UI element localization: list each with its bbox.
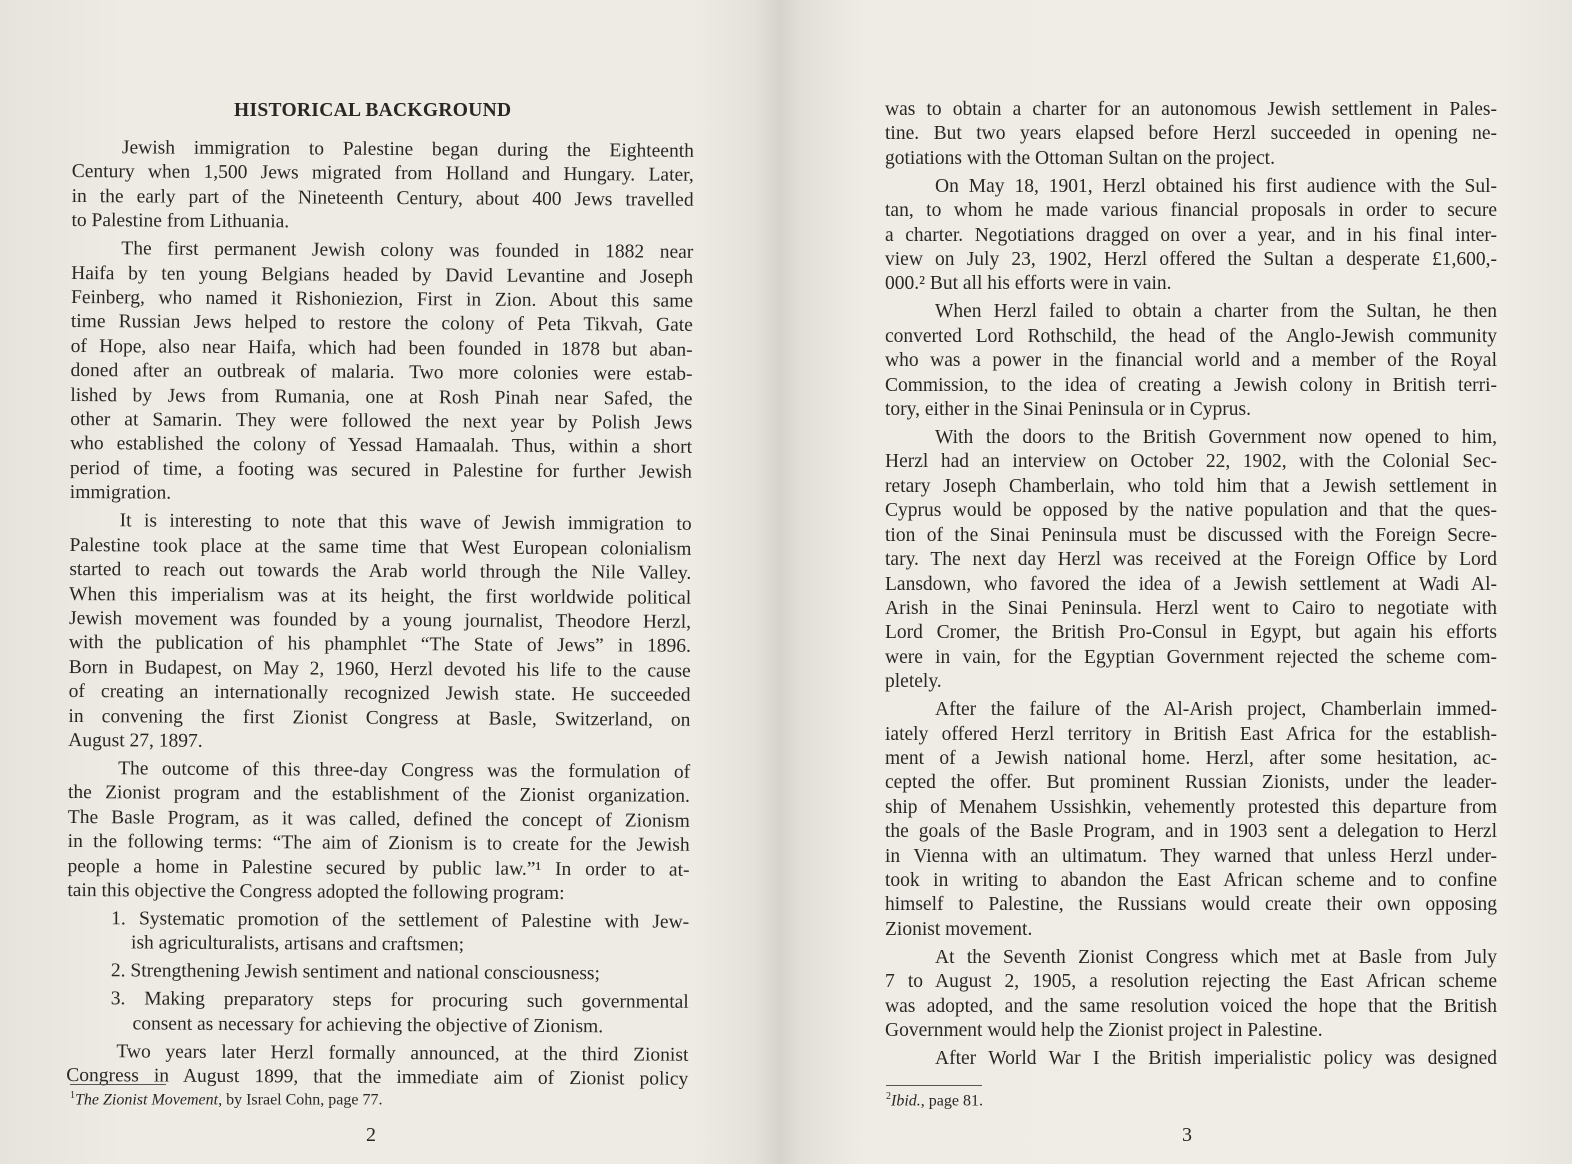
text-line: The Basle Program, as it was called, defined the concept of Zionism [67, 806, 690, 832]
text-line: The first permanent Jewish colony was founded in 1882 near [121, 238, 694, 264]
text-line: view on July 23, 1902, Herzl offered the Sultan a desperate £1,600,- [885, 249, 1497, 271]
footnote-title: The Zionist Movement [75, 1091, 219, 1109]
text-line: took in writing to abandon the East African scheme and to confine [885, 869, 1497, 891]
text-line: Cyprus would be opposed by the native population and that the ques- [885, 500, 1497, 522]
text-line: Two years later Herzl formally announced, at the third Zionist [116, 1041, 689, 1066]
text-line: Born in Budapest, on May 2, 1960, Herzl devoted his life to the cause [68, 656, 691, 682]
text-line: Palestine took place at the same time that West European colonialism [69, 534, 692, 560]
text-line: were in vain, for the Egyptian Government rejected the scheme com- [885, 646, 1497, 668]
text-line: Haifa by ten young Belgians headed by David Levantine and Joseph [71, 262, 694, 288]
text-line: gotiations with the Ottoman Sultan on the project. [885, 147, 1275, 169]
text-line: tary. The next day Herzl was received at the Foreign Office by Lord [885, 549, 1497, 571]
text-line: Lord Cromer, the British Pro-Consul in Egypt, but again his efforts [885, 622, 1497, 644]
text-line: lished by Jews from Rumania, one at Rosh Pinah near Safed, the [70, 384, 693, 410]
text-line: the Zionist program and the establishment of the Zionist organization. [67, 782, 691, 808]
text-line: Congress in August 1899, that the immediate aim of Zionist policy [66, 1065, 689, 1090]
paragraph [67, 757, 690, 907]
text-line: Jewish movement was founded by a young journalist, Theodore Herzl, [68, 607, 692, 633]
text-line: Zionist movement. [885, 918, 1033, 940]
text-line: pletely. [885, 671, 942, 693]
text-line: 7 to August 2, 1905, a resolution rejecting the East African scheme [885, 971, 1497, 993]
footnote-rule [886, 1085, 982, 1086]
paragraph [885, 426, 1497, 694]
list-item [67, 959, 689, 987]
page-number-left: 2 [366, 1124, 376, 1146]
chapter-title: HISTORICAL BACKGROUND [234, 100, 512, 121]
text-line: ish agriculturalists, artisans and craftsmen; [131, 932, 465, 956]
text-line: Commission, to the idea of creating a Jewish colony in British terri- [885, 374, 1497, 396]
text-line: time Russian Jews helped to restore the colony of Peta Tikvah, Gate [70, 311, 693, 337]
text-line: in the early part of the Nineteenth Century, about 400 Jews travelled [71, 185, 694, 211]
paragraph [885, 946, 1497, 1044]
text-line: tion of the Sinai Peninsula must be discussed with the Foreign Secre- [885, 524, 1497, 546]
text-line: was adopted, and the same resolution voiced the hope that the British [885, 995, 1497, 1017]
footnote-text: , by Israel Cohn, page 77. [218, 1091, 383, 1109]
text-line: Herzl had an interview on October 22, 1902, with the Colonial Sec- [885, 451, 1497, 473]
text-line: Feinberg, who named it Rishoniezion, First in Zion. About this same [70, 287, 694, 312]
text-line: consent as necessary for achieving the objective of Zionism. [132, 1013, 604, 1038]
text-line: Lansdown, who favored the idea of a Jewish settlement at Wadi Al- [885, 573, 1497, 595]
text-line: iately offered Herzl territory in British East Africa for the establish- [885, 723, 1497, 745]
text-line: 1. Systematic promotion of the settlement of Palestine with Jew- [111, 908, 690, 933]
text-line: immigration. [69, 482, 172, 504]
text-line: a charter. Negotiations dragged on over a year, and in his final inter- [885, 224, 1497, 246]
page-number-right: 3 [1182, 1124, 1192, 1146]
text-line: doned after an outbreak of malaria. Two more colonies were estab- [70, 360, 693, 386]
text-line: When Herzl failed to obtain a charter from the Sultan, he then [935, 301, 1497, 323]
paragraph [68, 509, 691, 757]
text-line: period of time, a footing was secured in Palestine for further Jewish [69, 457, 693, 483]
text-line: the goals of the Basle Program, and in 1903 sent a delegation to Herzl [885, 821, 1497, 843]
paragraph [70, 237, 694, 509]
text-line: who established the colony of Yessad Hamaalah. Thus, within a short [70, 433, 693, 459]
text-line: tine. But two years elapsed before Herzl succeeded in opening ne- [885, 123, 1497, 145]
text-line: retary Joseph Chamberlain, who told him that a Jewish settlement in [885, 475, 1497, 497]
text-line: himself to Palestine, the Russians would create their own opposing [885, 894, 1497, 916]
footnote-text: , page 81. [920, 1092, 983, 1110]
text-line: started to reach out towards the Arab world through the Nile Valley. [69, 559, 692, 584]
text-line: other at Samarin. They were followed the next year by Polish Jews [70, 409, 693, 434]
text-line: to Palestine from Lithuania. [71, 210, 290, 233]
text-line: tain this objective the Congress adopted the following program: [67, 879, 565, 904]
text-line: After World War I the British imperialistic policy was designed [935, 1048, 1497, 1069]
footnote-title: Ibid. [891, 1092, 921, 1110]
text-line: of creating an internationally recognized Jewish state. He succeeded [68, 681, 691, 706]
paragraph [885, 98, 1497, 171]
paragraph [885, 1047, 1497, 1071]
text-line: in convening the first Zionist Congress at Basle, Switzerland, on [68, 705, 691, 731]
text-line: with the publication of his phamphlet “The State of Jews” in 1896. [68, 632, 691, 658]
text-line: 3. Making preparatory steps for procuring such governmental [110, 988, 689, 1014]
text-line: Arish in the Sinai Peninsula. Herzl went to Cairo to negotiate with [885, 597, 1497, 619]
text-line: tory, either in the Sinai Peninsula or in Cyprus. [885, 399, 1251, 421]
text-line: The outcome of this three-day Congress was the formulation of [118, 758, 691, 783]
text-line: was to obtain a charter for an autonomous Jewish settlement in Pales- [885, 99, 1497, 120]
text-line: After the failure of the Al-Arish project, Chamberlain immed- [935, 699, 1497, 721]
text-line: When this imperialism was at its height, the first worldwide political [69, 583, 692, 609]
footnote-2 [886, 1091, 983, 1110]
text-line: August 27, 1897. [68, 729, 203, 752]
paragraph [885, 175, 1497, 297]
text-line: With the doors to the British Government now opened to him, [935, 427, 1497, 449]
footnote-1 [70, 1090, 383, 1109]
paragraph [885, 300, 1497, 422]
footnote-mark: 1 [70, 1090, 75, 1101]
text-line: tan, to whom he made various financial proposals in order to secure [885, 200, 1497, 222]
text-line: It is interesting to note that this wave of Jewish immigration to [119, 510, 692, 536]
text-line: Century when 1,500 Jews migrated from Holland and Hungary. Later, [71, 161, 694, 187]
list-item [67, 907, 689, 960]
text-line: On May 18, 1901, Herzl obtained his first audience with the Sul- [935, 175, 1497, 197]
text-line: cepted the offer. But prominent Russian Zionists, under the leader- [885, 772, 1497, 794]
footnote-rule [70, 1084, 166, 1085]
text-line: Government would help the Zionist project in Palestine. [885, 1020, 1323, 1041]
text-line: of Hope, also near Haifa, which had been founded in 1878 but aban- [70, 335, 693, 361]
text-line: 000.² But all his efforts were in vain. [885, 273, 1172, 295]
paragraph [71, 136, 694, 237]
text-line: in Vienna with an ultimatum. They warned that unless Herzl under- [885, 845, 1497, 867]
text-line: converted Lord Rothschild, the head of the Anglo-Jewish community [885, 325, 1497, 347]
text-line: people a home in Palestine secured by public law.”¹ In order to at- [67, 855, 690, 881]
left-page-body [66, 136, 694, 1096]
right-page-body [885, 98, 1497, 1075]
text-line: At the Seventh Zionist Congress which met at Basle from July [935, 946, 1497, 968]
footnote-mark: 2 [886, 1091, 891, 1102]
text-line: ship of Menahem Ussishkin, vehemently protested this departure from [885, 796, 1497, 818]
text-line: ment of a Jewish national home. Herzl, after some hesitation, ac- [885, 747, 1497, 769]
text-line: Jewish immigration to Palestine began during the Eighteenth [121, 137, 694, 162]
text-line: 2. Strengthening Jewish sentiment and national consciousness; [110, 960, 601, 985]
text-line: who was a power in the financial world and a member of the Royal [885, 350, 1497, 372]
paragraph [885, 698, 1497, 942]
text-line: in the following terms: “The aim of Zionism is to create for the Jewish [67, 831, 690, 856]
list-item [67, 987, 689, 1040]
